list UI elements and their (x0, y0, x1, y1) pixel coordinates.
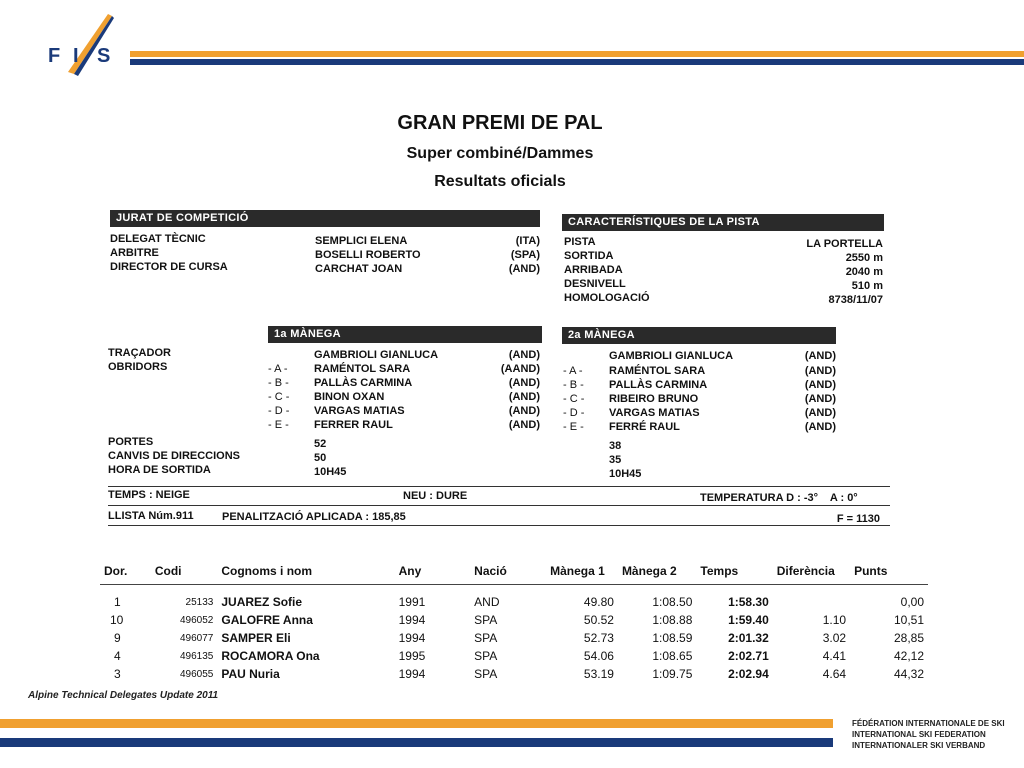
col-run2: Mànega 2 (618, 558, 696, 585)
gates-label: PORTES (108, 436, 154, 448)
opener-nat: (AND) (804, 407, 836, 419)
opener-pos: - C - (268, 391, 290, 403)
cell-run1: 50.52 (583, 613, 614, 627)
bottom-stripe-navy (0, 738, 833, 747)
list-number: LLISTA Núm.911 (108, 510, 194, 522)
cell-bib: 4 (114, 649, 121, 663)
jury-nat: (ITA) (515, 235, 540, 247)
run1-start: 10H45 (314, 466, 347, 478)
run2-gates: 38 (609, 440, 622, 452)
opener-pos: - D - (268, 405, 290, 417)
opener-nat: (AND) (804, 379, 836, 391)
cell-time: 2:01.32 (728, 631, 769, 645)
cell-points: 0,00 (900, 595, 924, 609)
federation-line: INTERNATIONAL SKI FEDERATION (852, 730, 986, 739)
divider (108, 505, 890, 506)
opener-pos: - D - (563, 407, 585, 419)
opener-pos: - C - (563, 393, 585, 405)
table-row (100, 629, 928, 647)
doc-title: GRAN PREMI DE PAL (397, 112, 603, 134)
cell-name: PAU Nuria (221, 667, 280, 681)
opener-pos: - A - (563, 365, 583, 377)
opener-name: PALLÀS CARMINA (609, 379, 708, 391)
run1-gates: 52 (314, 438, 327, 450)
footer-note: Alpine Technical Delegates Update 2011 (28, 690, 219, 701)
track-value: 2550 m (845, 252, 883, 264)
cell-bib: 3 (114, 667, 121, 681)
track-label: HOMOLOGACIÓ (564, 292, 650, 304)
table-row (100, 585, 928, 612)
cell-bib: 10 (110, 613, 124, 627)
jury-role: ARBITRE (110, 247, 159, 259)
opener-nat: (AND) (508, 419, 540, 431)
cell-nation: AND (474, 595, 500, 609)
federation-line: FÉDÉRATION INTERNATIONALE DE SKI (852, 719, 1005, 728)
cell-run2: 1:08.65 (652, 649, 693, 663)
jury-nat: (SPA) (510, 249, 540, 261)
cell-diff: 1.10 (822, 613, 847, 627)
cell-run2: 1:08.50 (652, 595, 693, 609)
opener-name: FERRÉ RAUL (609, 421, 680, 433)
track-label: ARRIBADA (564, 264, 623, 276)
col-name: Cognoms i nom (217, 558, 394, 585)
cell-code: 496135 (179, 650, 214, 662)
opener-pos: - E - (563, 421, 584, 433)
results-table (100, 558, 928, 683)
opener-name: FERRER RAUL (314, 419, 393, 431)
divider (108, 525, 890, 526)
doc-subtitle-2: Resultats oficials (434, 173, 566, 190)
cell-diff (773, 585, 850, 612)
run2-header: 2a MÀNEGA (562, 327, 836, 344)
setter-label: TRAÇADOR (108, 347, 171, 359)
track-value: 8738/11/07 (828, 294, 883, 306)
snow: NEU : DURE (403, 490, 468, 502)
cell-run1: 53.19 (583, 667, 614, 681)
opener-name: VARGAS MATIAS (314, 405, 405, 417)
track-value: 2040 m (845, 266, 883, 278)
opener-pos: - B - (268, 377, 289, 389)
cell-name: GALOFRE Anna (221, 613, 313, 627)
opener-name: VARGAS MATIAS (609, 407, 700, 419)
opener-name: RAMÉNTOL SARA (609, 365, 706, 377)
col-code: Codi (151, 558, 218, 585)
svg-text:F: F (48, 45, 61, 67)
table-row (100, 647, 928, 665)
run1-changes: 50 (314, 452, 327, 464)
opener-nat: (AND) (508, 405, 540, 417)
jury-role: DELEGAT TÈCNIC (110, 233, 206, 245)
cell-run1: 52.73 (583, 631, 614, 645)
fis-logo (40, 10, 125, 80)
track-label: PISTA (564, 236, 596, 248)
cell-run2: 1:09.75 (652, 667, 693, 681)
table-header-row (100, 558, 928, 585)
opener-nat: (AAND) (500, 363, 540, 375)
weather: TEMPS : NEIGE (108, 489, 190, 501)
opener-nat: (AND) (804, 421, 836, 433)
run1-header: 1a MÀNEGA (268, 326, 542, 343)
cell-year: 1994 (398, 667, 426, 681)
opener-name: PALLÀS CARMINA (314, 377, 413, 389)
opener-nat: (AND) (804, 393, 836, 405)
doc-subtitle: Super combiné/Dammes (406, 145, 594, 162)
start-label: HORA DE SORTIDA (108, 464, 211, 476)
cell-nation: SPA (474, 649, 498, 663)
track-label: SORTIDA (564, 250, 614, 262)
svg-text:S: S (97, 45, 111, 67)
cell-nation: SPA (474, 667, 498, 681)
run2-setter-name: GAMBRIOLI GIANLUCA (609, 350, 734, 362)
cell-year: 1991 (398, 595, 426, 609)
cell-bib: 9 (114, 631, 121, 645)
cell-year: 1994 (398, 631, 426, 645)
jury-name: BOSELLI ROBERTO (315, 249, 421, 261)
cell-run2: 1:08.88 (652, 613, 693, 627)
opener-nat: (AND) (508, 377, 540, 389)
cell-time: 1:59.40 (728, 613, 769, 627)
cell-run2: 1:08.59 (652, 631, 693, 645)
penalty: PENALITZACIÓ APLICADA : 185,85 (222, 511, 406, 523)
cell-run1: 49.80 (583, 595, 614, 609)
track-value: LA PORTELLA (806, 238, 883, 250)
opener-nat: (AND) (804, 365, 836, 377)
table-row (100, 665, 928, 683)
cell-year: 1995 (398, 649, 426, 663)
cell-nation: SPA (474, 631, 498, 645)
run2-setter-nat: (AND) (804, 350, 836, 362)
jury-nat: (AND) (508, 263, 540, 275)
cell-points: 42,12 (893, 649, 924, 663)
run1-setter-nat: (AND) (508, 349, 540, 361)
cell-bib: 1 (114, 595, 121, 609)
track-label: DESNIVELL (564, 278, 626, 290)
cell-points: 44,32 (893, 667, 924, 681)
cell-time: 2:02.71 (728, 649, 769, 663)
fis-swoosh-icon (40, 10, 125, 80)
federation-line: INTERNATIONALER SKI VERBAND (852, 741, 986, 750)
cell-run1: 54.06 (583, 649, 614, 663)
col-nation: Nació (470, 558, 546, 585)
jury-name: CARCHAT JOAN (315, 263, 403, 275)
temperature: TEMPERATURA D : -3° A : 0° (700, 492, 858, 504)
opener-name: BINON OXAN (314, 391, 385, 403)
track-value: 510 m (851, 280, 883, 292)
cell-points: 10,51 (893, 613, 924, 627)
bottom-stripe-orange (0, 719, 833, 728)
cell-name: JUAREZ Sofie (221, 595, 303, 609)
track-header: CARACTERÍSTIQUES DE LA PISTA (562, 214, 884, 231)
jury-header: JURAT DE COMPETICIÓ (110, 210, 540, 227)
run2-start: 10H45 (609, 468, 642, 480)
cell-time: 1:58.30 (728, 595, 769, 609)
col-points: Punts (850, 558, 928, 585)
cell-diff: 4.64 (822, 667, 847, 681)
cell-code: 496052 (179, 614, 214, 626)
col-diff: Diferència (773, 558, 850, 585)
cell-year: 1994 (398, 613, 426, 627)
top-stripe-orange (130, 51, 1024, 57)
col-year: Any (395, 558, 471, 585)
changes-label: CANVIS DE DIRECCIONS (108, 450, 241, 462)
jury-name: SEMPLICI ELENA (315, 235, 408, 247)
opener-nat: (AND) (508, 391, 540, 403)
openers-label: OBRIDORS (108, 361, 168, 373)
cell-points: 28,85 (893, 631, 924, 645)
cell-time: 2:02.94 (728, 667, 769, 681)
opener-name: RIBEIRO BRUNO (609, 393, 699, 405)
cell-code: 496055 (179, 668, 214, 680)
run2-changes: 35 (609, 454, 622, 466)
opener-pos: - A - (268, 363, 288, 375)
table-row (100, 611, 928, 629)
col-time: Temps (696, 558, 772, 585)
divider (108, 486, 890, 487)
jury-role: DIRECTOR DE CURSA (110, 261, 228, 273)
col-run1: Mànega 1 (546, 558, 618, 585)
col-bib: Dor. (100, 558, 151, 585)
cell-nation: SPA (474, 613, 498, 627)
cell-name: SAMPER Eli (221, 631, 291, 645)
svg-text:I: I (73, 45, 79, 67)
f-value: F = 1130 (836, 513, 880, 525)
opener-name: RAMÉNTOL SARA (314, 363, 411, 375)
cell-name: ROCAMORA Ona (221, 649, 320, 663)
top-stripe-navy (130, 59, 1024, 65)
opener-pos: - E - (268, 419, 289, 431)
cell-diff: 4.41 (822, 649, 847, 663)
run1-setter-name: GAMBRIOLI GIANLUCA (314, 349, 439, 361)
cell-diff: 3.02 (822, 631, 847, 645)
opener-pos: - B - (563, 379, 584, 391)
cell-code: 25133 (185, 596, 214, 608)
cell-code: 496077 (179, 632, 214, 644)
